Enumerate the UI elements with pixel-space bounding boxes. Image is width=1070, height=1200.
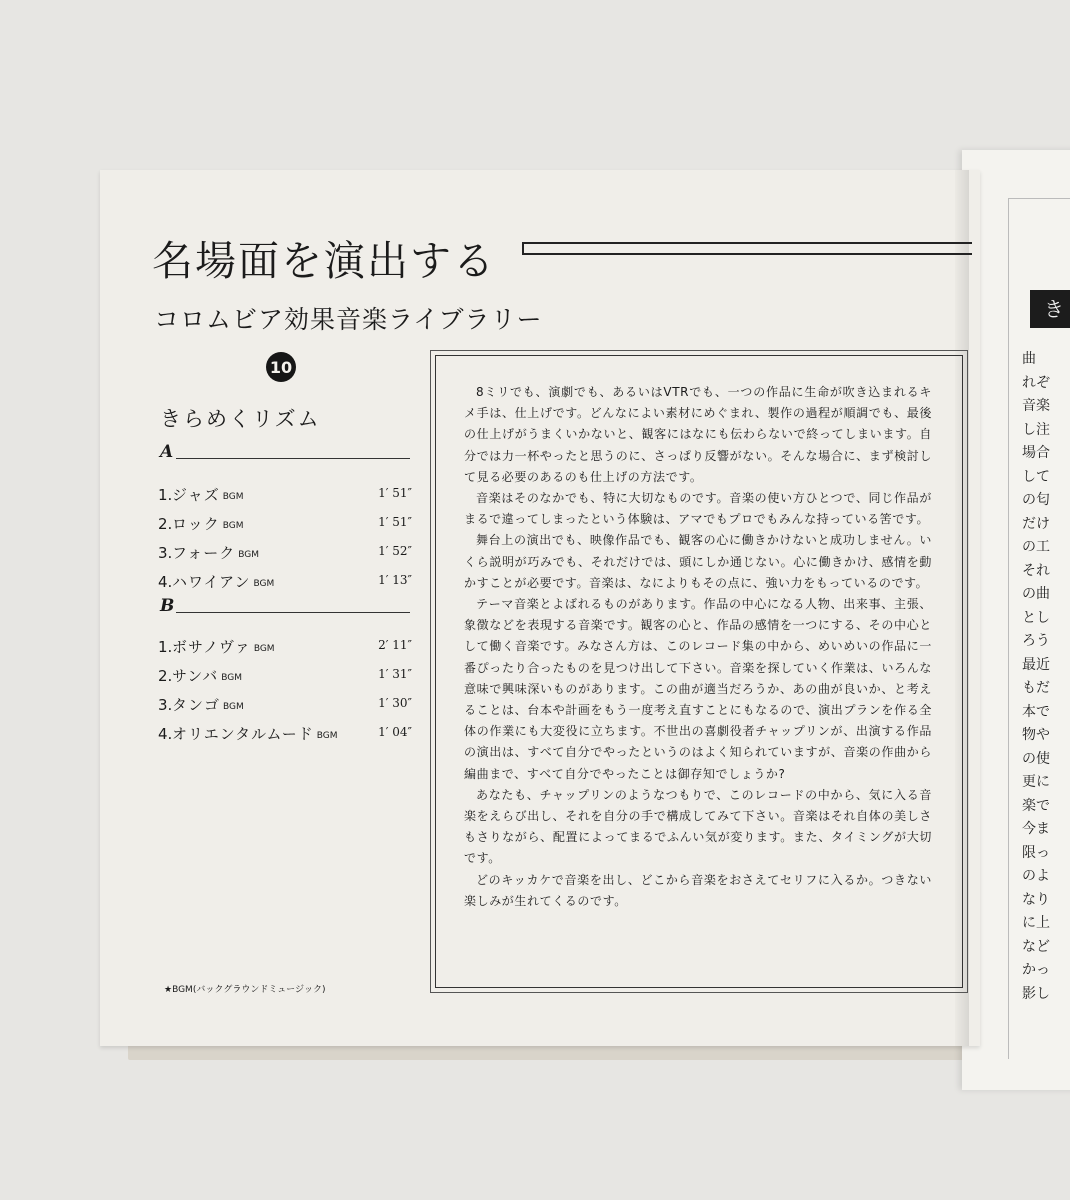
album-title: きらめくリズム [160,407,321,431]
right-page-line: の使 [1022,750,1050,767]
right-page-tab: き [1030,290,1070,328]
side-b-label: B [160,596,175,616]
series-subtitle: コロムビア効果音楽ライブラリー [154,305,543,334]
right-page-line: 本で [1022,703,1050,720]
track-number: 3. [158,696,173,714]
right-page-line: 今ま [1022,821,1050,837]
track-number: 3. [158,544,173,562]
notes-paragraph: 舞台上の演出でも、映像作品でも、観客の心に働きかけないと成功しません。いくら説明が巧みでも、それだけでは、頭にしか通じない。心に働きかけ、感情を動かすことが必要です。音楽は、なによりもその点に、強い力をもっているのです。 [464,533,932,590]
track-title: サンバ [172,667,219,685]
track-tag: BGM [222,492,244,502]
track-row [158,484,410,513]
liner-notes-box [430,350,968,993]
track-number: 1. [158,486,173,504]
right-page-line: など [1022,938,1050,955]
right-page-line: だけ [1022,515,1050,532]
side-b-rule [176,612,410,613]
right-page-line: 楽で [1022,797,1050,814]
right-page-line: 物や [1022,727,1050,743]
right-page-line: 最近 [1022,656,1050,673]
track-title: タンゴ [172,696,221,714]
track-number: 2. [158,515,173,533]
track-row [158,636,410,665]
notes-paragraph: あなたも、チャップリンのようなつもりで、このレコードの中から、気に入る音楽をえらび出し、それを自分の手で構成してみて下さい。音楽はそれ自体の美しさもさりながら、配置によってまるでふんい気が変ります。また、タイミングが大切です。 [464,787,932,866]
track-duration: 1′ 52″ [378,544,412,558]
right-page-line: 更に [1022,774,1050,790]
right-page-line: 場合 [1022,445,1050,461]
track-tag: BGM [238,550,260,560]
track-number: 2. [158,667,173,685]
track-title: ロック [172,515,220,533]
liner-notes-frame [435,355,963,988]
title-rule [522,242,972,255]
side-b-tracks [158,636,410,752]
right-page-line: し注 [1022,421,1050,438]
side-a-label: A [160,442,174,462]
right-page-line: もだ [1022,680,1050,696]
track-title: ジャズ [172,486,220,504]
track-duration: 1′ 04″ [378,725,412,739]
track-tag: BGM [253,579,275,589]
right-page-line: 音楽 [1022,398,1050,414]
right-page-line: に上 [1022,915,1050,931]
side-a-tracks [158,484,410,600]
right-page-line: の工 [1022,539,1050,555]
track-duration: 1′ 51″ [378,515,412,529]
right-page-line: の匂 [1022,492,1050,508]
track-number: 4. [158,573,173,591]
track-row [158,694,410,723]
track-row [158,513,410,542]
track-title: オリエンタルムード [172,725,314,743]
track-row [158,665,410,694]
right-page-line: の曲 [1022,586,1050,602]
notes-paragraph: 8ミリでも、演劇でも、あるいはVTRでも、一つの作品に生命が吹き込まれるキメ手は、仕上げです。どんなによい素材にめぐまれ、製作の過程が順調でも、最後の仕上げがうまくいかないと、観客にはなにも伝わらないで終ってしまいます。自分では力一杯やったと思うのに、さっぱり反響がない。そんな場合に、まず検討して見る必要のあるのも仕上げの方法です。 [464,385,932,484]
right-page-line: 曲 [1022,351,1036,367]
side-a-rule [176,458,410,459]
track-row [158,542,410,571]
right-page-text [1022,348,1070,1006]
track-tag: BGM [222,521,244,531]
notes-paragraph: どのキッカケで音楽を出し、どこから音楽をおさえてセリフに入るか。つきない楽しみが生れてくるのです。 [464,872,932,908]
volume-badge: 10 [266,352,296,382]
right-page-line: それ [1022,562,1050,579]
track-title: ボサノヴァ [172,638,251,656]
track-row [158,723,410,752]
track-number: 4. [158,725,173,743]
track-duration: 1′ 31″ [378,667,412,681]
notes-paragraph: テーマ音楽とよばれるものがあります。作品の中心になる人物、出来事、主張、象徴などを表現する音楽です。観客の心と、作品の感情を一つにする、その中心として働く音楽です。みなさん方は、このレコード集の中から、めいめいの作品に一番ぴったり合ったものを見つけ出して下さい。音楽を探していく作業は、いろんな意味で興味深いものがあります。この曲が適当だろうか、あの曲が良いか、と考えることは、台本や計画をもう一度考え直すことにもなるので、演出プランを作る全体の作業にも大変役に立ちます。不世出の喜劇役者チャップリンが、出演する作品の演出は、すべて自分でやったというのはよく知られていますが、音楽の作曲から編曲まで、すべて自分でやったことは御存知でしょうか? [464,597,932,781]
liner-notes-text [464,382,932,912]
track-row [158,571,410,600]
right-page-line: なり [1022,891,1050,908]
track-duration: 1′ 51″ [378,486,412,500]
track-title: フォーク [172,544,236,562]
side-a-header [158,442,410,462]
right-page-line: かっ [1022,962,1050,978]
side-b-tracklist [158,596,412,752]
right-page-line: して [1022,468,1050,485]
right-page-line: 限っ [1022,844,1050,861]
track-tag: BGM [316,731,338,741]
track-tag: BGM [223,702,244,712]
track-duration: 1′ 30″ [378,696,412,710]
track-duration: 2′ 11″ [378,638,412,652]
track-duration: 1′ 13″ [378,573,412,587]
side-a-tracklist [158,442,412,600]
track-tag: BGM [253,644,275,654]
track-number: 1. [158,638,173,656]
track-tag: BGM [221,673,242,683]
right-page-line: れぞ [1022,374,1050,391]
track-title: ハワイアン [172,573,251,591]
page-title: 名場面を演出する [152,237,496,285]
right-page-line: のよ [1022,868,1050,884]
notes-paragraph: 音楽はそのなかでも、特に大切なものです。音楽の使い方ひとつで、同じ作品がまるで違ってしまったという体験は、アマでもプロでもみんな持っている筈です。 [464,491,932,527]
right-page-line: ろう [1022,633,1050,649]
right-page-line: とし [1022,609,1050,626]
right-page-line: 影し [1022,985,1050,1002]
bgm-footnote: ★BGM(バックグラウンドミュージック) [164,985,326,995]
side-b-header [158,596,410,616]
